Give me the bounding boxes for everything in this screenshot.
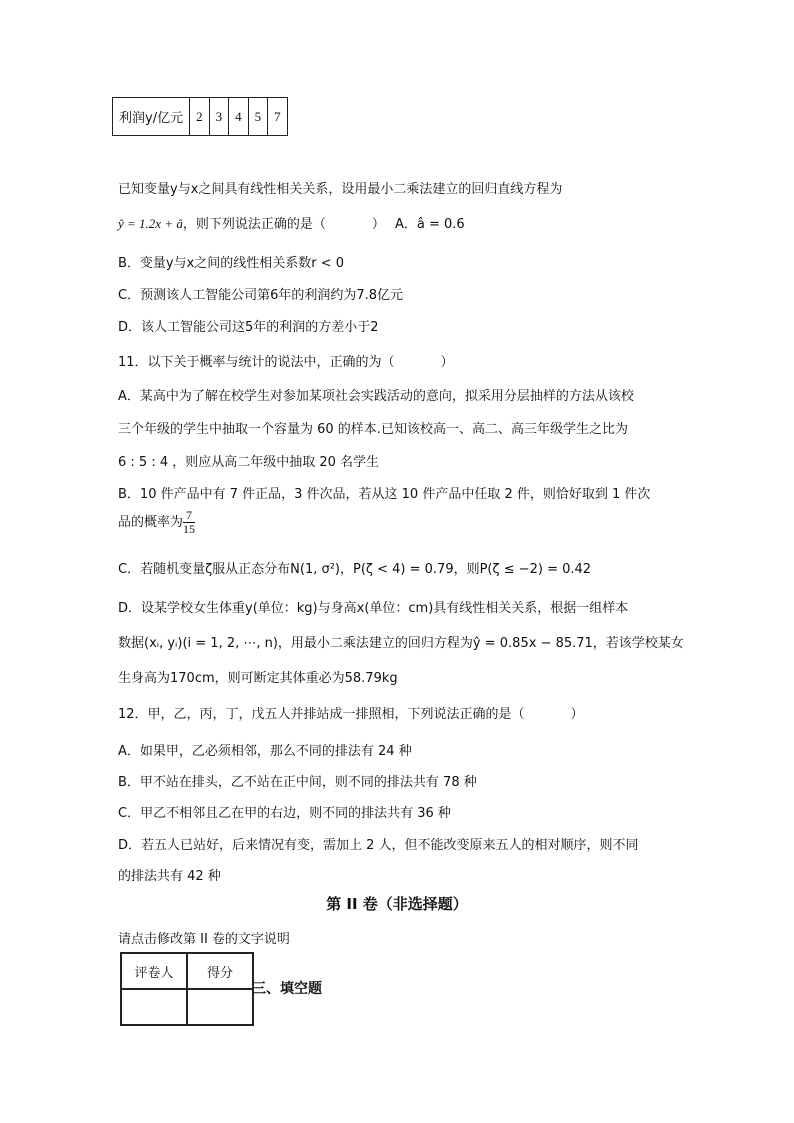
q10-equation-line bbox=[118, 213, 465, 232]
q10-option-b: B．变量y与x之间的线性相关系数r < 0 bbox=[118, 256, 345, 271]
table-cell: 4 bbox=[229, 98, 249, 136]
q11-option-a-line2: 三个年级的学生中抽取一个容量为 60 的样本.已知该校高一、高二、高三年级学生之比为 bbox=[118, 422, 628, 437]
q10-stem-line: 已知变量y与x之间具有线性相关关系，设用最小二乘法建立的回归直线方程为 bbox=[118, 182, 563, 197]
q11-stem-text: 11．以下关于概率与统计的说法中，正确的为（ bbox=[118, 355, 395, 370]
q11-stem bbox=[118, 351, 454, 370]
fraction-numerator: 7 bbox=[183, 509, 195, 523]
q10-stem-suffix: ，则下列说法正确的是（ bbox=[182, 217, 326, 232]
q12-stem-text: 12．甲，乙，丙，丁，戊五人并排站成一排照相，下列说法正确的是（ bbox=[118, 707, 525, 722]
table-row bbox=[113, 98, 288, 136]
score-input-cell[interactable] bbox=[187, 989, 253, 1025]
part-two-title: 第 II 卷（非选择题） bbox=[326, 895, 468, 913]
fraction-denominator: 15 bbox=[183, 522, 196, 536]
table-cell: 5 bbox=[248, 98, 268, 136]
section-heading: 三、填空题 bbox=[252, 981, 322, 997]
profit-table bbox=[112, 97, 288, 136]
q12-option-a: A．如果甲，乙必须相邻，那么不同的排法有 24 种 bbox=[118, 744, 412, 759]
q10-option-c: C．预测该人工智能公司第6年的利润约为7.8亿元 bbox=[118, 288, 404, 303]
q12-option-b: B．甲不站在排头，乙不站在正中间，则不同的排法共有 78 种 bbox=[118, 775, 477, 790]
q12-option-d-line1: D．若五人已站好，后来情况有变，需加上 2 人，但不能改变原来五人的相对顺序，则不同 bbox=[118, 838, 639, 853]
q11-option-c: C．若随机变量ζ服从正态分布N(1, σ²)，P(ζ < 4) = 0.79，则P(ζ ≤ −2) = 0.42 bbox=[118, 562, 592, 577]
grader-table bbox=[120, 952, 254, 1026]
table-cell: 3 bbox=[209, 98, 229, 136]
q12-option-d-line2: 的排法共有 42 种 bbox=[118, 869, 221, 884]
score-header-cell: 得分 bbox=[187, 953, 253, 989]
q11-option-d-line2: 数据(xᵢ, yᵢ)(i = 1, 2, ⋯, n)，用最小二乘法建立的回归方程为ŷ = 0.85x − 85.71，若该学校某女 bbox=[118, 636, 684, 651]
q12-stem bbox=[118, 703, 584, 722]
table-cell: 2 bbox=[190, 98, 210, 136]
table-row bbox=[121, 953, 253, 989]
q12-option-c: C．甲乙不相邻且乙在甲的右边，则不同的排法共有 36 种 bbox=[118, 806, 451, 821]
grader-header-cell: 评卷人 bbox=[121, 953, 187, 989]
q11-option-b-line2 bbox=[118, 509, 195, 536]
q11-option-d-line1: D．设某学校女生体重y(单位：kg)与身高x(单位：cm)具有线性相关关系，根据一组样本 bbox=[118, 601, 629, 616]
grader-input-cell[interactable] bbox=[121, 989, 187, 1025]
regression-equation: ŷ = 1.2x + â bbox=[118, 216, 183, 231]
q10-paren-close: ） bbox=[371, 217, 385, 232]
q11-option-b-line1: B．10 件产品中有 7 件正品，3 件次品，若从这 10 件产品中任取 2 件，则恰好取到 1 件次 bbox=[118, 487, 651, 502]
probability-fraction bbox=[183, 509, 195, 536]
part-two-note[interactable]: 请点击修改第 II 卷的文字说明 bbox=[118, 932, 290, 947]
q11-paren-close: ） bbox=[440, 355, 454, 370]
q11-option-b-text: 品的概率为 bbox=[118, 515, 184, 530]
q12-paren-close: ） bbox=[570, 707, 584, 722]
q11-option-a-line3: 6 : 5 : 4 ，则应从高二年级中抽取 20 名学生 bbox=[118, 455, 380, 470]
table-row bbox=[121, 989, 253, 1025]
q11-option-a-line1: A．某高中为了解在校学生对参加某项社会实践活动的意向，拟采用分层抽样的方法从该校 bbox=[118, 389, 634, 404]
q10-option-d: D．该人工智能公司这5年的利润的方差小于2 bbox=[118, 320, 379, 335]
q11-option-d-line3: 生身高为170cm，则可断定其体重必为58.79kg bbox=[118, 671, 398, 686]
table-header-cell: 利润y/亿元 bbox=[113, 98, 190, 136]
table-cell: 7 bbox=[268, 98, 288, 136]
q10-option-a: A．â = 0.6 bbox=[395, 217, 465, 232]
